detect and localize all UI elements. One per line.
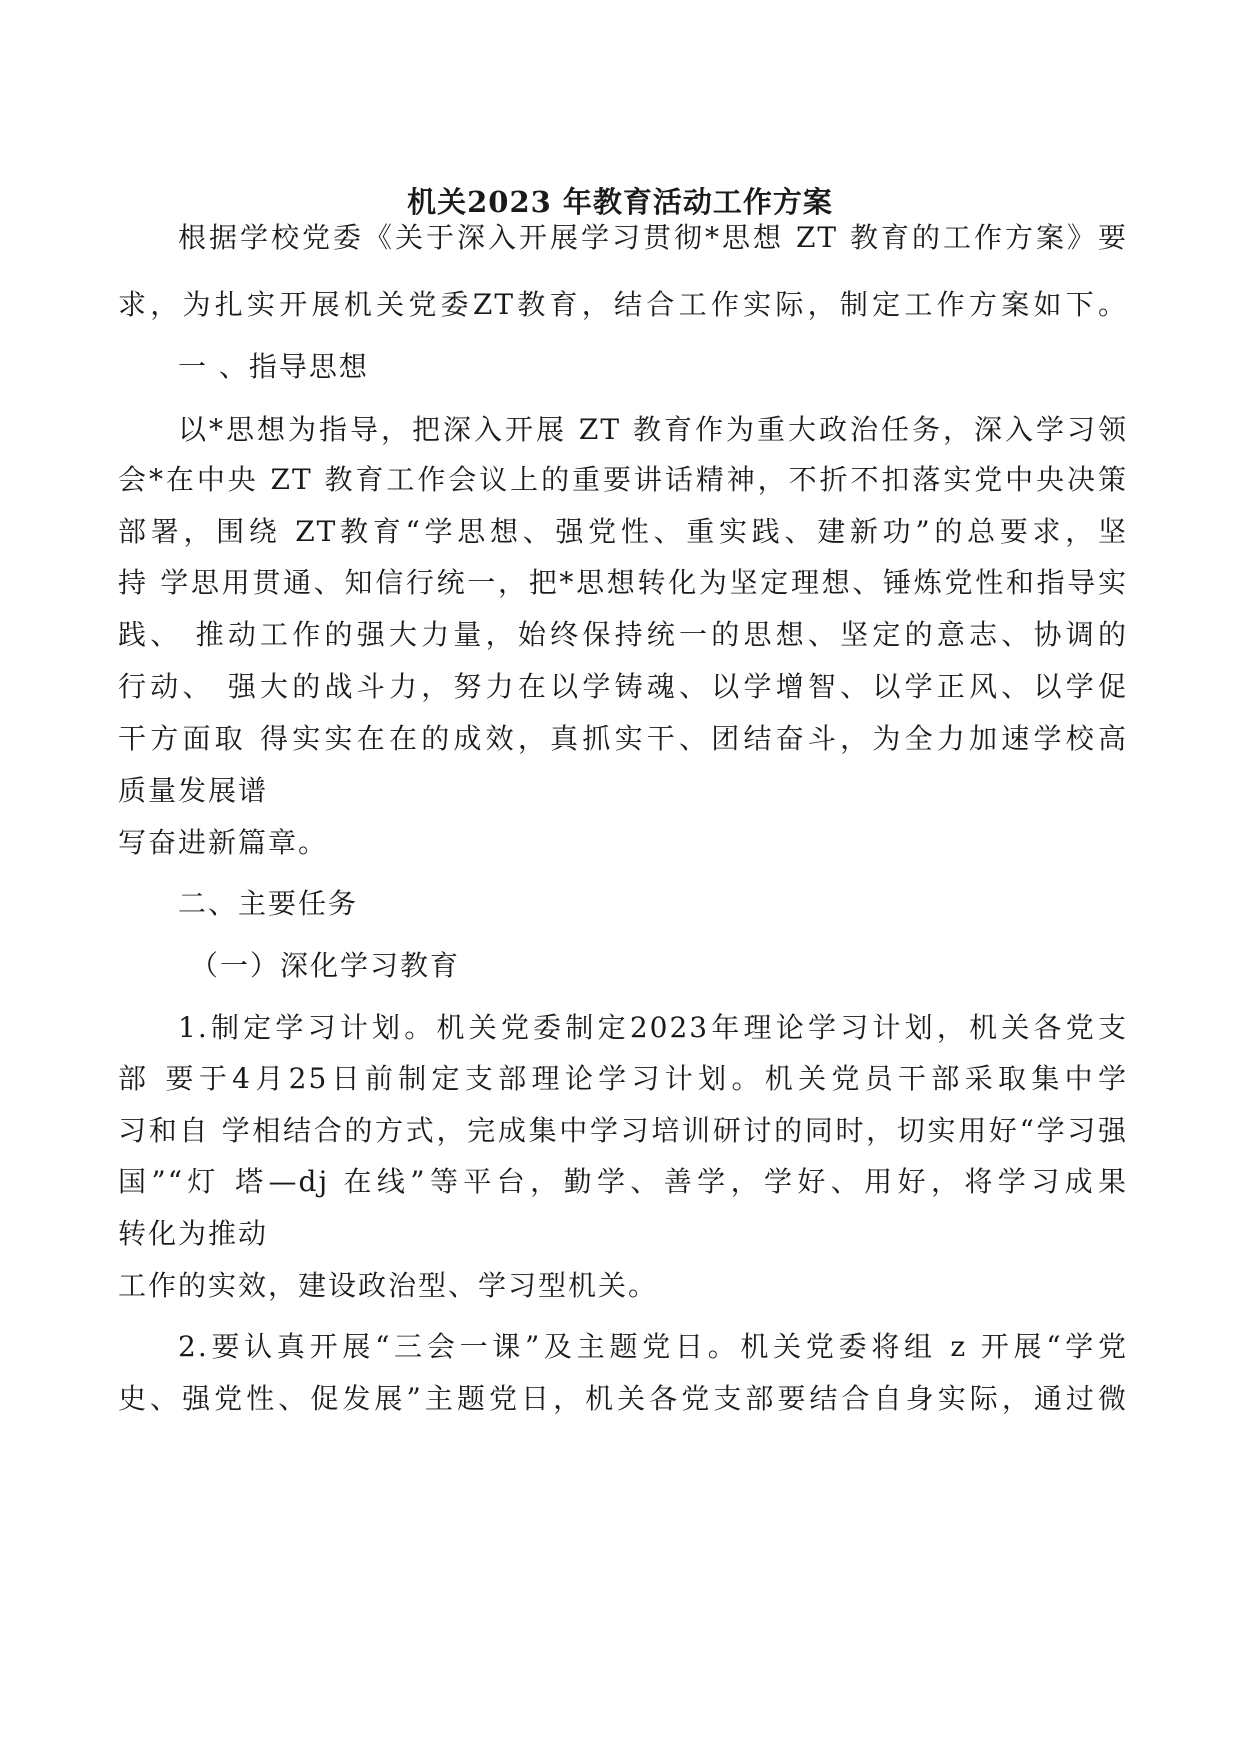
paragraph-line: 国”“灯 塔—dj 在线”等平台，勤学、善学，学好、用好，将学习成果 bbox=[118, 1165, 1128, 1198]
document-title: 机关2023 年教育活动工作方案 bbox=[407, 185, 833, 219]
section-heading: 二、主要任务 bbox=[178, 887, 359, 920]
paragraph-line: 持 学思用贯通、知信行统一，把*思想转化为坚定理想、锤炼党性和指导实 bbox=[118, 566, 1128, 599]
subsection-heading: （一）深化学习教育 bbox=[190, 949, 461, 982]
paragraph-line: 行动、 强大的战斗力，努力在以学铸魂、以学增智、以学正风、以学促 bbox=[118, 670, 1128, 703]
paragraph-line: 史、强党性、促发展”主题党日，机关各党支部要结合自身实际，通过微 bbox=[118, 1382, 1128, 1415]
paragraph-line: 部署，围绕 ZT教育“学思想、强党性、重实践、建新功”的总要求，坚 bbox=[118, 515, 1128, 548]
paragraph-line: 2.要认真开展“三会一课”及主题党日。机关党委将组 z 开展“学党 bbox=[178, 1330, 1128, 1363]
section-heading: 一 、指导思想 bbox=[178, 350, 369, 383]
paragraph-line: 求，为扎实开展机关党委ZT教育，结合工作实际，制定工作方案如下。 bbox=[118, 288, 1128, 321]
paragraph-line: 以*思想为指导，把深入开展 ZT 教育作为重大政治任务，深入学习领 bbox=[178, 413, 1128, 446]
paragraph-line: 习和自 学相结合的方式，完成集中学习培训研讨的同时，切实用好“学习强 bbox=[118, 1114, 1128, 1147]
paragraph-line: 写奋进新篇章。 bbox=[118, 826, 329, 859]
paragraph-line: 转化为推动 bbox=[118, 1217, 269, 1250]
paragraph-line: 会*在中央 ZT 教育工作会议上的重要讲话精神，不折不扣落实党中央决策 bbox=[118, 463, 1128, 496]
paragraph-line: 1.制定学习计划。机关党委制定2023年理论学习计划，机关各党支 bbox=[178, 1011, 1128, 1044]
paragraph-line: 质量发展谱 bbox=[118, 774, 269, 807]
paragraph-line: 部 要于4月25日前制定支部理论学习计划。机关党员干部采取集中学 bbox=[118, 1062, 1128, 1095]
paragraph-line: 干方面取 得实实在在的成效，真抓实干、团结奋斗，为全力加速学校高 bbox=[118, 722, 1128, 755]
paragraph-line: 工作的实效，建设政治型、学习型机关。 bbox=[118, 1269, 659, 1302]
paragraph-line: 根据学校党委《关于深入开展学习贯彻*思想 ZT 教育的工作方案》要 bbox=[178, 221, 1128, 254]
paragraph-line: 践、 推动工作的强大力量，始终保持统一的思想、坚定的意志、协调的 bbox=[118, 618, 1128, 651]
